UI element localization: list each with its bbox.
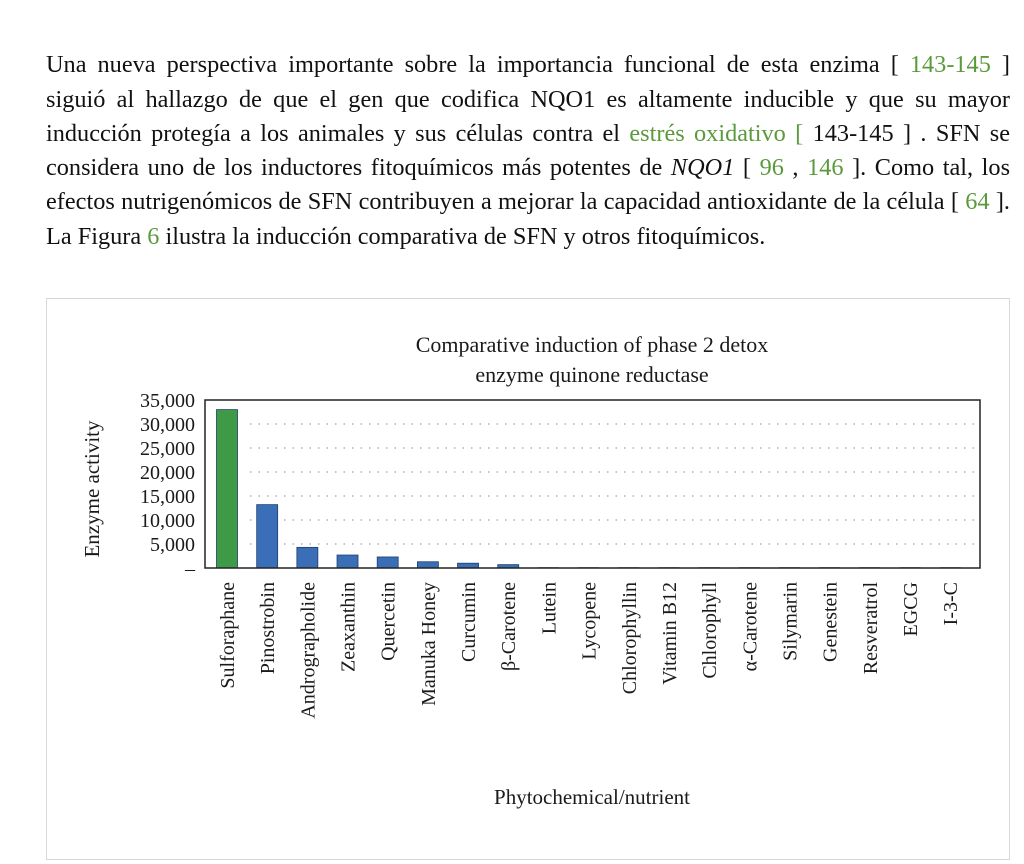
x-axis-label: Phytochemical/nutrient [494,785,690,809]
bar [257,505,278,568]
x-tick-label: Silymarin [779,582,802,661]
y-tick-label: 30,000 [140,414,195,436]
x-tick-label: Resveratrol [859,582,882,675]
y-tick-label: 5,000 [150,534,195,556]
y-tick-label: 15,000 [140,486,195,508]
x-tick-label: Pinostrobin [257,582,280,675]
bar [377,557,398,568]
y-tick-label: 20,000 [140,462,195,484]
y-tick-label: – [185,558,195,580]
x-tick-label: Lycopene [578,582,601,660]
text-segment: 143-145 ] . SFN se considera uno de los inductores fitoquímicos más potentes de [46,119,1010,182]
text-segment: ]. Como tal, los efectos nutrigenómicos de SFN contribuyen a mejorar la capacidad antioxidante de la célula [ [46,154,1011,216]
y-tick-label: 25,000 [140,438,195,460]
reference-link[interactable]: 64 [965,188,990,216]
x-tick-label: EGCG [900,582,923,637]
chart-title-line-1: Comparative induction of phase 2 detox [415,332,769,357]
bar [337,555,358,568]
text-segment: ]. La Figura [46,188,1010,250]
x-tick-label: Genestein [819,582,842,662]
x-tick-label: Quercetin [377,582,400,661]
x-tick-label: Chlorophyllin [618,582,641,695]
y-tick-labels [140,390,196,580]
x-tick-label: Sulforaphane [217,582,239,689]
reference-link[interactable]: 146 [807,154,844,182]
grid-lines [250,424,976,544]
bar [217,410,238,568]
x-tick-label: Curcumin [458,582,481,662]
x-tick-labels [217,582,962,719]
x-tick-label: α-Carotene [739,582,762,672]
bars [217,410,961,568]
text-segment: , [792,154,799,182]
x-tick-label: β-Carotene [498,582,521,672]
plot-area-frame [205,400,980,568]
x-tick-label: Chlorophyll [699,582,722,679]
x-tick-label: Manuka Honey [417,582,440,706]
text-segment: ] siguió al hallazgo de que el gen que codifica NQO1 es altamente inducible y que su mayor inducción protegía a los animales y sus células contra el [46,51,1011,147]
bar [297,547,318,568]
text-segment: [ [742,154,751,182]
figure-link[interactable]: 6 [147,222,160,250]
x-tick-label: I-3-C [940,582,963,626]
body-paragraph [46,48,1010,254]
text-segment: ilustra la inducción comparativa de SFN y otros fitoquímicos. [165,222,766,250]
x-tick-label: Andrographolide [297,582,320,719]
gene-name: NQO1 [670,154,735,182]
reference-link[interactable]: 143-145 [909,51,991,79]
y-axis-label: Enzyme activity [80,420,104,558]
x-tick-label: Vitamin B12 [658,582,681,685]
y-tick-label: 10,000 [140,510,195,532]
reference-link[interactable]: 96 [759,154,784,182]
chart-title-line-2: enzyme quinone reductase [475,362,709,387]
figure-6 [46,298,1010,860]
x-tick-label: Lutein [538,582,561,635]
reference-link[interactable]: estrés oxidativo [ [629,119,804,147]
y-tick-label: 35,000 [140,390,195,412]
x-tick-label: Zeaxanthin [337,582,360,672]
text-segment: Una nueva perspectiva importante sobre la importancia funcional de esta enzima [ [46,51,899,79]
bar [417,562,438,568]
bar-chart [47,299,1009,859]
